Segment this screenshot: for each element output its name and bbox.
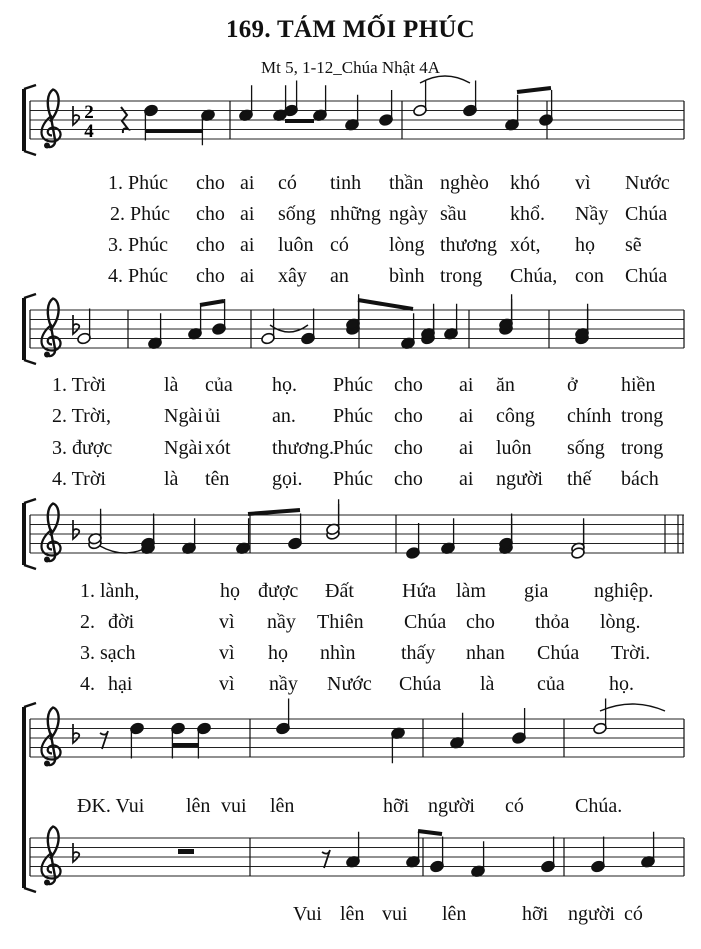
lyric-syllable: cho	[196, 265, 225, 287]
lyric-syllable: ai	[240, 234, 255, 256]
lyric-syllable: làm	[456, 580, 486, 602]
lyric-syllable: Chúa	[404, 611, 447, 633]
lyric-syllable: 3. sạch	[80, 642, 136, 664]
lyric-syllable: Phúc	[333, 437, 373, 459]
lyric-syllable: 3. được	[52, 437, 113, 459]
lyric-syllable: lòng	[389, 234, 425, 256]
lyric-syllable: Nầy	[575, 203, 609, 225]
lyric-syllable: Nước	[625, 172, 670, 194]
lyric-syllable: công	[496, 405, 535, 427]
bracket-hook	[24, 499, 36, 503]
lower-voice-lyric: lên	[340, 903, 365, 925]
lyric-syllable: hiền	[621, 374, 656, 396]
lyric-syllable: ai	[459, 468, 474, 490]
lyric-syllable: Trời.	[611, 642, 651, 664]
lower-voice-lyric: người	[568, 903, 615, 925]
note-beam	[248, 510, 300, 514]
lyric-syllable: thế	[567, 468, 592, 490]
lyric-syllable: họ	[268, 642, 288, 664]
lyric-syllable: ai	[240, 203, 255, 225]
lyric-syllable: lòng.	[600, 611, 641, 633]
lyric-syllable: vì	[219, 673, 235, 695]
eighth-rest-icon	[100, 731, 108, 749]
lyric-syllable: ai	[240, 172, 255, 194]
bracket-hook	[24, 151, 36, 155]
time-signature-bottom: 4	[84, 121, 94, 142]
refrain-lyric: người	[428, 795, 475, 817]
lyric-syllable: xót	[205, 437, 231, 459]
lyric-syllable: Chúa	[625, 203, 668, 225]
lyric-syllable: bình	[389, 265, 425, 287]
lyric-syllable: cho	[394, 374, 423, 396]
lyric-syllable: cho	[196, 234, 225, 256]
lyric-syllable: vì	[219, 642, 235, 664]
lyric-syllable: Nước	[327, 673, 372, 695]
lyric-syllable: của	[537, 673, 565, 695]
note-beam	[418, 831, 442, 834]
lyric-syllable: Chúa	[537, 642, 580, 664]
lyric-syllable: cho	[196, 172, 225, 194]
bracket-hook	[24, 888, 36, 892]
lyric-syllable: nghiệp.	[594, 580, 654, 602]
lyric-syllable: cho	[394, 468, 423, 490]
lyric-syllable: cho	[196, 203, 225, 225]
lyric-syllable: thần	[389, 172, 424, 194]
lyric-syllable: luôn	[278, 234, 314, 256]
lyric-syllable: vì	[575, 172, 591, 194]
lyric-syllable: đời	[108, 611, 135, 633]
flat-key-signature-icon	[73, 106, 79, 125]
lyric-syllable: gọi.	[272, 468, 303, 490]
lyric-syllable: của	[205, 374, 233, 396]
bracket-hook	[24, 360, 36, 364]
lower-voice-lyric: hỡi	[522, 903, 549, 925]
lyric-syllable: thấy	[401, 642, 436, 664]
flat-key-signature-icon	[73, 315, 79, 334]
lyric-syllable: họ	[220, 580, 240, 602]
refrain-lyric: lên	[270, 795, 295, 817]
lyric-syllable: ai	[459, 405, 474, 427]
lyric-syllable: luôn	[496, 437, 532, 459]
flat-key-signature-icon	[73, 724, 79, 743]
lyric-syllable: Ngài	[164, 405, 203, 427]
lyric-syllable: hại	[108, 673, 133, 695]
lyric-syllable: Chúa,	[510, 265, 558, 287]
eighth-rest-icon	[322, 850, 330, 868]
lyric-syllable: là	[480, 673, 495, 695]
flat-key-signature-icon	[73, 520, 79, 539]
lyric-syllable: khó	[510, 172, 540, 194]
note-beam	[358, 300, 413, 309]
lyric-syllable: ai	[459, 374, 474, 396]
lyric-syllable: họ.	[272, 374, 297, 396]
lyric-syllable: có	[330, 234, 349, 256]
lyric-syllable: chính	[567, 405, 612, 427]
refrain-lyric: có	[505, 795, 524, 817]
lyric-syllable: ai	[240, 265, 255, 287]
lyric-syllable: Đất	[325, 580, 354, 602]
lyric-syllable: được	[258, 580, 299, 602]
lyric-syllable: nhìn	[320, 642, 356, 664]
lyric-syllable: thương.	[272, 437, 334, 459]
lower-voice-lyric: lên	[442, 903, 467, 925]
lyric-syllable: 2.	[80, 611, 95, 633]
lyric-syllable: thỏa	[535, 611, 570, 633]
bracket-hook	[24, 565, 36, 569]
refrain-lyric: vui	[221, 795, 247, 817]
lyric-syllable: cho	[466, 611, 495, 633]
lyric-syllable: tinh	[330, 172, 362, 194]
lyric-syllable: ai	[459, 437, 474, 459]
note-beam	[200, 301, 224, 305]
lyric-syllable: ủi	[205, 405, 221, 427]
bracket-hook	[24, 294, 36, 298]
lyric-syllable: tên	[205, 468, 230, 490]
treble-clef-icon	[42, 90, 61, 149]
lyric-syllable: là	[164, 374, 179, 396]
lyric-syllable: nầy	[267, 611, 296, 633]
lyric-syllable: sẽ	[625, 234, 642, 256]
lyric-syllable: 4.	[80, 673, 95, 695]
treble-clef-icon	[42, 299, 61, 358]
lyric-syllable: Ngài	[164, 437, 203, 459]
lyric-syllable: 1. Phúc	[108, 172, 168, 194]
lyric-syllable: Phúc	[333, 468, 373, 490]
refrain-lyric: ĐK. Vui	[77, 795, 145, 817]
lyric-syllable: người	[496, 468, 543, 490]
tie-mark	[600, 704, 665, 711]
lower-voice-lyric: vui	[382, 903, 408, 925]
lyric-syllable: nghèo	[440, 172, 489, 194]
treble-clef-icon	[42, 827, 61, 886]
lyric-syllable: 4. Phúc	[108, 265, 168, 287]
lyric-syllable: Chúa	[399, 673, 442, 695]
lyric-syllable: 1. lành,	[80, 580, 140, 602]
lyric-syllable: xây	[278, 265, 307, 287]
lyric-syllable: ăn	[496, 374, 515, 396]
lyric-syllable: 2. Phúc	[110, 203, 170, 225]
treble-clef-icon	[42, 504, 61, 563]
page-subtitle: Mt 5, 1-12_Chúa Nhật 4A	[261, 58, 440, 77]
flat-key-signature-icon	[73, 843, 79, 862]
lyric-syllable: cho	[394, 437, 423, 459]
lyric-syllable: con	[575, 265, 604, 287]
lyric-syllable: ngày	[389, 203, 428, 225]
refrain-lyric: lên	[186, 795, 211, 817]
lyric-syllable: họ.	[609, 673, 634, 695]
note-beam	[517, 88, 551, 92]
lyric-syllable: trong	[621, 405, 664, 427]
lyric-syllable: thương	[440, 234, 497, 256]
lyric-syllable: 1. Trời	[52, 374, 106, 396]
lyric-syllable: bách	[621, 468, 659, 490]
lyric-syllable: cho	[394, 405, 423, 427]
bracket-hook	[24, 703, 36, 707]
lower-voice-lyric: có	[624, 903, 643, 925]
lyric-syllable: vì	[219, 611, 235, 633]
lyric-syllable: xót,	[510, 234, 541, 256]
refrain-lyric: hỡi	[383, 795, 410, 817]
lyric-syllable: 4. Trời	[52, 468, 106, 490]
lower-voice-lyric: Vui	[293, 903, 322, 925]
lyric-syllable: ở	[567, 374, 578, 396]
lyric-syllable: sầu	[440, 203, 467, 225]
lyric-syllable: an.	[272, 405, 296, 427]
lyric-syllable: trong	[440, 265, 483, 287]
lyric-syllable: Chúa	[625, 265, 668, 287]
page-title: 169. TÁM MỐI PHÚC	[225, 16, 476, 43]
lyric-syllable: là	[164, 468, 179, 490]
treble-clef-icon	[42, 708, 61, 767]
lyric-syllable: 3. Phúc	[108, 234, 168, 256]
lyric-syllable: Thiên	[317, 611, 364, 633]
lyric-syllable: nầy	[269, 673, 298, 695]
lyric-syllable: Hứa	[402, 580, 437, 602]
lyric-syllable: Phúc	[333, 374, 373, 396]
refrain-lyric: Chúa.	[575, 795, 623, 817]
lyric-syllable: khổ.	[510, 203, 545, 225]
whole-rest-icon	[178, 849, 194, 854]
lyric-syllable: có	[278, 172, 297, 194]
lyric-syllable: trong	[621, 437, 664, 459]
lyric-syllable: Phúc	[333, 405, 373, 427]
lyric-syllable: nhan	[466, 642, 505, 664]
lyric-syllable: họ	[575, 234, 595, 256]
bracket-hook	[24, 85, 36, 89]
lyric-syllable: gia	[524, 580, 549, 602]
time-signature-top: 2	[84, 102, 94, 123]
tie-mark	[420, 76, 470, 83]
lyric-syllable: những	[330, 203, 381, 225]
lyric-syllable: sống	[278, 203, 316, 225]
lyric-syllable: an	[330, 265, 349, 287]
lyric-syllable: sống	[567, 437, 605, 459]
lyric-syllable: 2. Trời,	[52, 405, 111, 427]
